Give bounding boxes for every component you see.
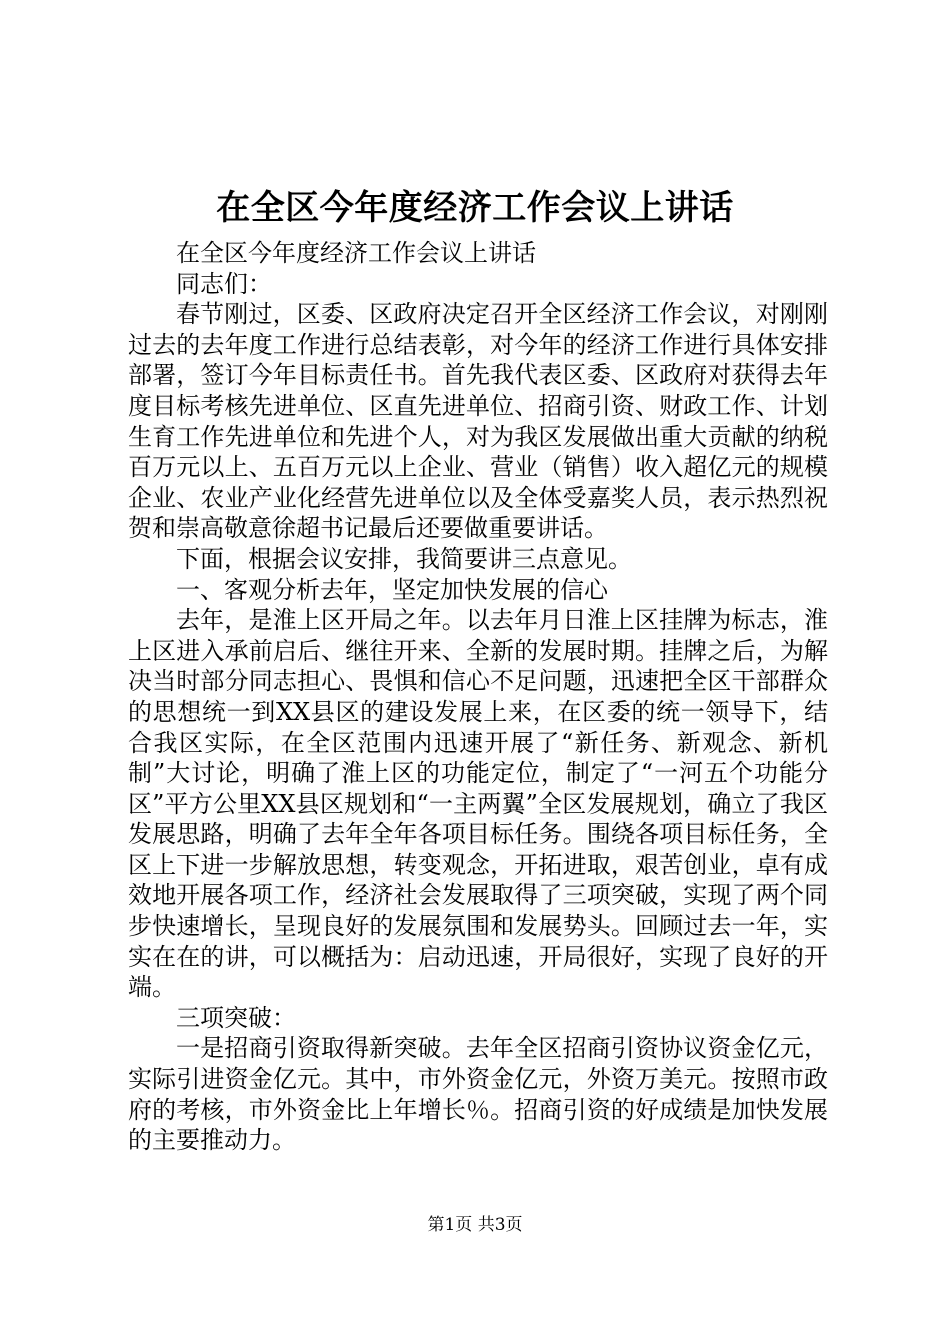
document-body — [128, 238, 828, 1156]
salutation-paragraph: 同志们： — [176, 269, 272, 298]
subtitle-paragraph: 在全区今年度经济工作会议上讲话 — [176, 239, 536, 267]
section-heading: 一、客观分析去年，坚定加快发展的信心 — [176, 575, 608, 604]
review-paragraph: 去年，是淮上区开局之年。以去年月日淮上区挂牌为标志，淮上区进入承前启后、继往开来、全新的发展时期。挂牌之后，为解决当时部分同志担心、畏惧和信心不足问题，迅速把全区干部群众的思想统一到XX县区的建设发展上来，在区委的统一领导下，结合我区实际，在全区范围内迅速开展了“新任务、新观念、新机制”大讨论，明确了淮上区的功能定位，制定了“一河五个功能分区”平方公里XX县区规划和“一主两翼”全区发展规划，确立了我区发展思路，明确了去年全年各项目标任务。围绕各项目标任务，全区上下进一步解放思想，转变观念，开拓进取，艰苦创业，卓有成效地开展各项工作，经济社会发展取得了三项突破，实现了两个同步快速增长，呈现良好的发展氛围和发展势头。回顾过去一年，实实在在的讲，可以概括为：启动迅速，开局很好，实现了良好的开端。 — [128, 606, 828, 1002]
document-title: 在全区今年度经济工作会议上讲话 — [216, 188, 734, 228]
intro-paragraph: 春节刚过，区委、区政府决定召开全区经济工作会议，对刚刚过去的去年度工作进行总结表彰，对今年的经济工作进行具体安排部署，签订今年目标责任书。首先我代表区委、区政府对获得去年度目标考核先进单位、区直先进单位、招商引资、财政工作、计划生育工作先进单位和先进个人，对为我区发展做出重大贡献的纳税百万元以上、五百万元以上企业、营业（销售）收入超亿元的规模企业、农业产业化经营先进单位以及全体受嘉奖人员，表示热烈祝贺和崇高敬意徐超书记最后还要做重要讲话。 — [128, 300, 828, 543]
investment-paragraph: 一是招商引资取得新突破。去年全区招商引资协议资金亿元，实际引进资金亿元。其中，市外资金亿元，外资万美元。按照市政府的考核，市外资金比上年增长％。招商引资的好成绩是加快发展的主要推动力。 — [128, 1034, 828, 1155]
page-footer: 第1页 共3页 — [427, 1215, 523, 1235]
subsection-heading: 三项突破： — [176, 1003, 296, 1032]
outline-paragraph: 下面，根据会议安排，我简要讲三点意见。 — [176, 544, 632, 573]
